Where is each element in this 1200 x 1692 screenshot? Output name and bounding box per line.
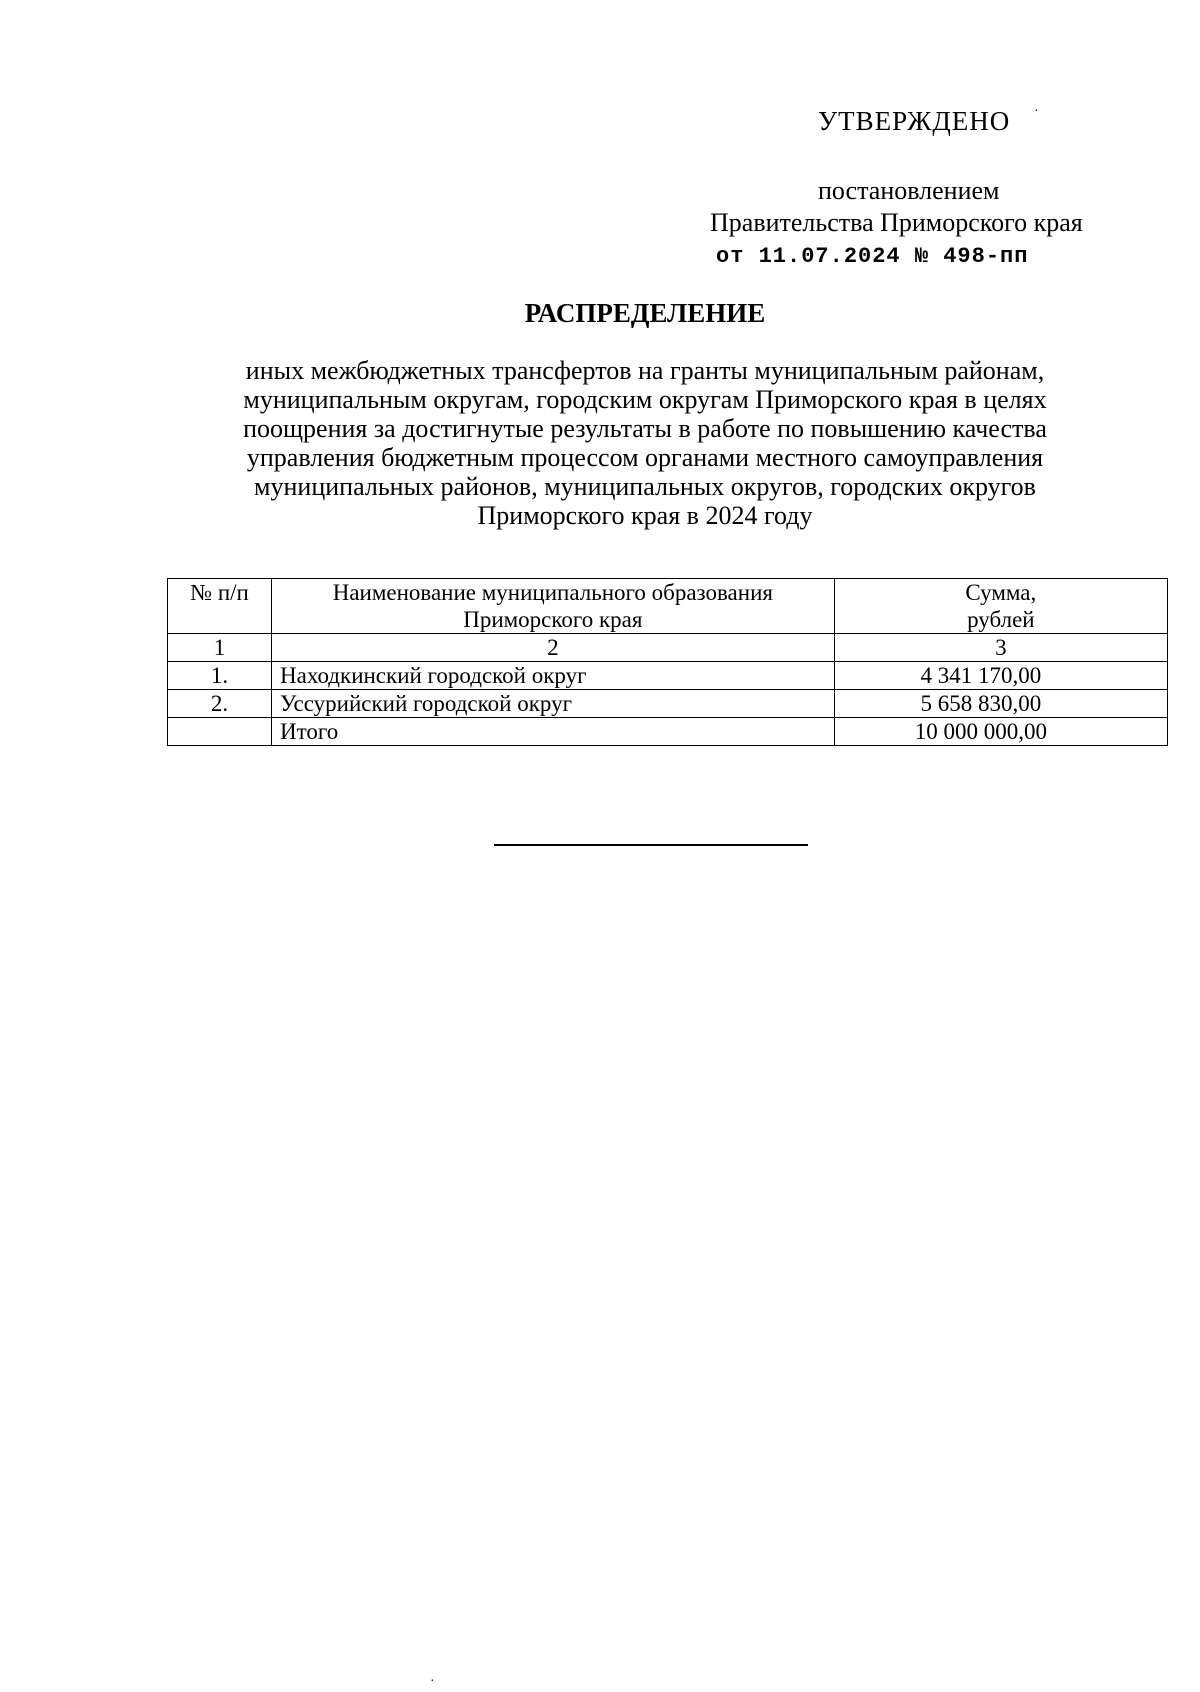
header-sum bbox=[834, 579, 1167, 634]
column-number: 1 bbox=[168, 634, 272, 662]
column-number-row bbox=[168, 634, 1168, 662]
subtitle-line: поощрения за достигнутые результаты в работе по повышению качества bbox=[243, 414, 1047, 443]
document-title: РАСПРЕДЕЛЕНИЕ bbox=[524, 298, 766, 328]
column-number: 2 bbox=[272, 634, 835, 662]
header-num-label: № п/п bbox=[190, 580, 249, 605]
row-sum-value: 4 341 170,00 bbox=[920, 663, 1042, 688]
row-name: Находкинский городской округ bbox=[272, 662, 835, 690]
header-name-line-1: Наименование муниципального образования bbox=[332, 580, 773, 605]
table-row bbox=[168, 690, 1168, 718]
row-sum bbox=[834, 690, 1167, 718]
subtitle-line: муниципальных районов, муниципальных округов, городских округов bbox=[254, 472, 1036, 501]
total-sum-value: 10 000 000,00 bbox=[914, 719, 1047, 744]
header-name-line-2: Приморского края bbox=[463, 607, 643, 632]
subtitle-line: муниципальным округам, городским округам Приморского края в целях bbox=[243, 385, 1047, 414]
distribution-table bbox=[167, 578, 1168, 746]
header-sum-line-2: рублей bbox=[967, 607, 1035, 632]
subtitle-line: иных межбюджетных трансфертов на гранты муниципальным районам, bbox=[245, 356, 1045, 385]
row-num: 1. bbox=[168, 662, 272, 690]
decree-number-stamp: от 11.07.2024 № 498-пп bbox=[716, 244, 1029, 269]
table-total-row bbox=[168, 718, 1168, 746]
header-name bbox=[272, 579, 835, 634]
total-label: Итого bbox=[272, 718, 835, 746]
table-header-row bbox=[168, 579, 1168, 634]
end-divider bbox=[494, 844, 808, 846]
row-sum-value: 5 658 830,00 bbox=[920, 691, 1042, 716]
header-sum-line-1: Сумма, bbox=[965, 580, 1037, 605]
total-num bbox=[168, 718, 272, 746]
scan-speck: · bbox=[1034, 104, 1039, 119]
column-number: 3 bbox=[834, 634, 1167, 662]
approved-label: УТВЕРЖДЕНО bbox=[818, 106, 1011, 136]
table-row bbox=[168, 662, 1168, 690]
header-num bbox=[168, 579, 272, 634]
row-num: 2. bbox=[168, 690, 272, 718]
scan-speck: · bbox=[430, 1674, 435, 1689]
row-sum bbox=[834, 662, 1167, 690]
row-name: Уссурийский городской округ bbox=[272, 690, 835, 718]
total-sum bbox=[834, 718, 1167, 746]
document-subtitle bbox=[180, 356, 1110, 530]
decree-line-1: постановлением bbox=[818, 176, 1000, 205]
subtitle-line: управления бюджетным процессом органами местного самоуправления bbox=[246, 443, 1044, 472]
decree-line-2: Правительства Приморского края bbox=[710, 208, 1083, 237]
subtitle-line: Приморского края в 2024 году bbox=[477, 501, 813, 530]
